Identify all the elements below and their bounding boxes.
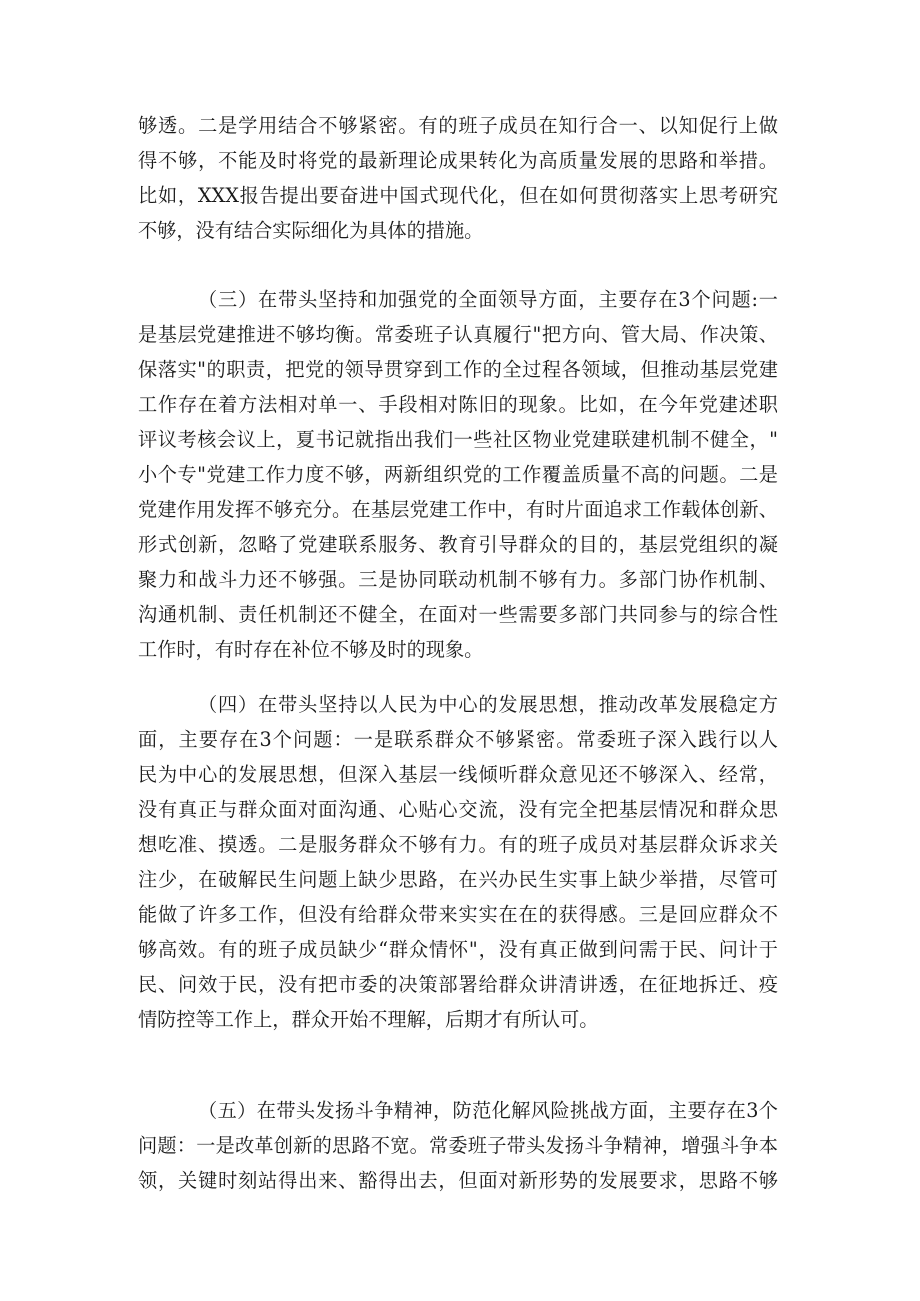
- text-line: 工作存在着方法相对单一、手段相对陈旧的现象。比如，在今年党建述职: [138, 393, 778, 416]
- text-line: 不够，没有结合实际细化为具体的措施。: [138, 219, 484, 242]
- section-heading-line: （三）在带头坚持和加强党的全面领导方面，主要存在3个问题:一: [198, 288, 778, 311]
- text-line: 形式创新，忽略了党建联系服务、教育引导群众的目的，基层党组织的凝: [138, 533, 778, 556]
- text-line: 是基层党建推进不够均衡。常委班子认真履行"把方向、管大局、作决策、: [138, 323, 778, 346]
- text-line: 够透。二是学用结合不够紧密。有的班子成员在知行合一、以知促行上做: [138, 114, 778, 137]
- paragraph-section-4: [138, 687, 778, 1037]
- text-line: 沟通机制、责任机制还不健全，在面对一些需要多部门共同参与的综合性: [138, 603, 778, 626]
- text-line: 能做了许多工作，但没有给群众带来实实在在的获得感。三是回应群众不: [138, 903, 778, 926]
- text-line: 够高效。有的班子成员缺少“群众情怀"，没有真正做到问需于民、问计于: [138, 938, 778, 961]
- text-line: 民为中心的发展思想，但深入基层一线倾听群众意见还不够深入、经常，: [138, 763, 778, 786]
- text-line: 保落实"的职责，把党的领导贯穿到工作的全过程各领域，但推动基层党建: [138, 358, 778, 381]
- text-line: 情防控等工作上，群众开始不理解，后期才有所认可。: [138, 1008, 599, 1031]
- text-line: 面，主要存在3个问题：一是联系群众不够紧密。常委班子深入践行以人: [138, 728, 778, 751]
- text-line: 工作时，有时存在补位不够及时的现象。: [138, 638, 484, 661]
- text-line: 小个专"党建工作力度不够，两新组织党的工作覆盖质量不高的问题。二是: [138, 463, 778, 486]
- text-line: 领，关键时刻站得出来、豁得出去，但面对新形势的发展要求，思路不够: [138, 1169, 778, 1192]
- paragraph-section-3: [138, 282, 778, 667]
- text-line: 注少，在破解民生问题上缺少思路，在兴办民生实事上缺少举措，尽管可: [138, 868, 778, 891]
- text-line: 没有真正与群众面对面沟通、心贴心交流，没有完全把基层情况和群众思: [138, 798, 778, 821]
- text-line: 得不够，不能及时将党的最新理论成果转化为高质量发展的思路和举措。: [138, 149, 778, 172]
- text-line: 党建作用发挥不够充分。在基层党建工作中，有时片面追求工作载体创新、: [138, 498, 778, 521]
- section-heading-line: （五）在带头发扬斗争精神，防范化解风险挑战方面，主要存在3个: [198, 1099, 778, 1122]
- section-heading-line: （四）在带头坚持以人民为中心的发展思想，推动改革发展稳定方: [198, 693, 778, 716]
- text-line: 比如，XXX报告提出要奋进中国式现代化，但在如何贯彻落实上思考研究: [138, 184, 778, 207]
- text-line: 想吃准、摸透。二是服务群众不够有力。有的班子成员对基层群众诉求关: [138, 833, 778, 856]
- text-line: 聚力和战斗力还不够强。三是协同联动机制不够有力。多部门协作机制、: [138, 568, 778, 591]
- text-line: 评议考核会议上，夏书记就指出我们一些社区物业党建联建机制不健全，": [138, 428, 778, 451]
- paragraph-continuation: [138, 108, 778, 248]
- text-line: 民、问效于民，没有把市委的决策部署给群众讲清讲透，在征地拆迁、疫: [138, 973, 778, 996]
- text-line: 问题：一是改革创新的思路不宽。常委班子带头发扬斗争精神，增强斗争本: [138, 1134, 778, 1157]
- paragraph-section-5: [138, 1093, 778, 1198]
